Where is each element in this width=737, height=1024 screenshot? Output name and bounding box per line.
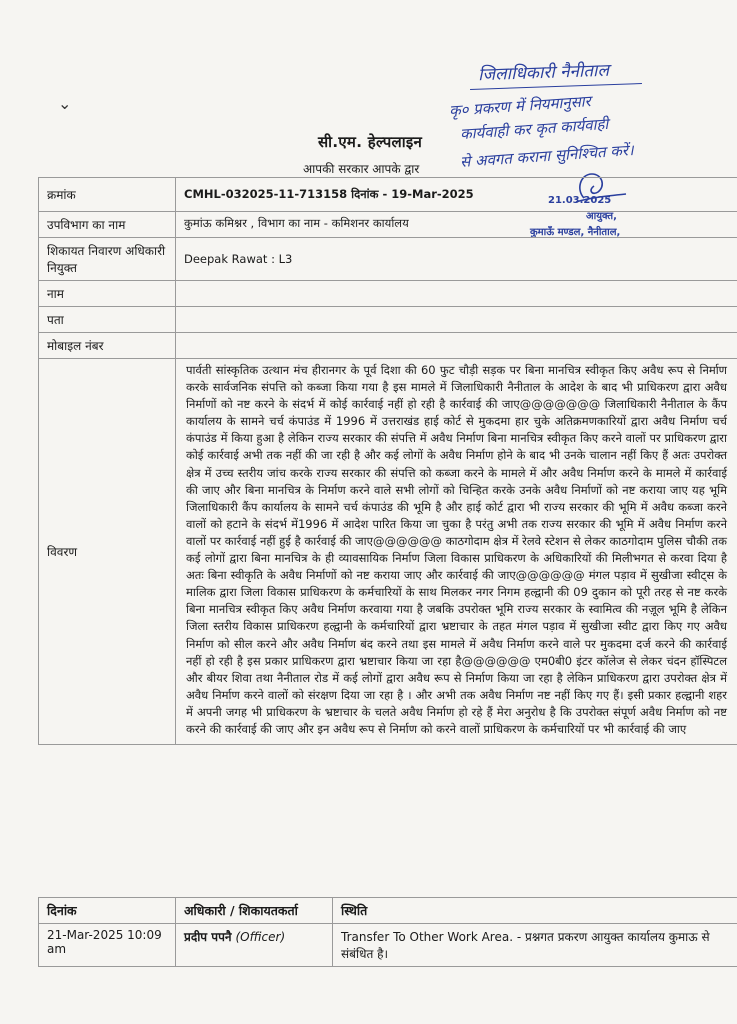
upvibhag-value: कुमांऊ कमिश्नर , विभाग का नाम - कमिशनर कार्यालय [176, 212, 737, 238]
log-col-date: दिनांक [39, 898, 176, 924]
log-entry-officer-name: प्रदीप पपनै [184, 930, 232, 944]
row-mobile [39, 333, 737, 359]
log-col-status: स्थिति [333, 898, 737, 924]
mobile-value [176, 333, 737, 359]
upvibhag-label: उपविभाग का नाम [39, 212, 176, 238]
document-title: सी.एम. हेल्पलाइन [318, 133, 423, 151]
row-pata [39, 307, 737, 333]
row-officer [39, 238, 737, 281]
kramank-value: CMHL-032025-11-713158 दिनांक - 19-Mar-2025 [176, 178, 737, 212]
mobile-label: मोबाइल नंबर [39, 333, 176, 359]
log-entry-status: Transfer To Other Work Area. - प्रश्नगत प्रकरण आयुक्त कार्यालय कुमाऊ से संबंधित है। [333, 924, 737, 967]
kramank-label: क्रमांक [39, 178, 176, 212]
signature-date: 21.03.2025 [548, 195, 612, 206]
vivran-label: विवरण [39, 359, 176, 745]
log-entry-officer-role: (Officer) [235, 930, 286, 944]
log-col-officer: अधिकारी / शिकायतकर्ता [176, 898, 333, 924]
vivran-text: पार्वती सांस्कृतिक उत्थान मंच हीरानगर के पूर्व दिशा की 60 फुट चौड़ी सड़क पर बिना मानचित्र स्वीकृत किए अवैध रूप से निर्माण करके सार्वजनिक संपत्ति को कब्जा किया गया है इस मामले में जिलाधिकारी नैनीताल के आदेश के बाद भी प्राधिकरण द्वारा अवैध निर्माणों को नष्ट करने के संदर्भ में कोई कार्रवाई नहीं हो रही है कार्रवाई की जाए@@@@@@@ जिलाधिकारी नैनीताल के कैंप कार्यालय के सामने चर्च कंपाउंड में 1996 में उत्तराखंड हाई कोर्ट से मुकदमा हार चुके अतिक्रमणकारियों द्वारा अवैध निर्माण चर्च कंपाउंड में किया हुआ है लेकिन राज्य सरकार की संपत्ति में अवैध निर्माण बिना मानचित्र स्वीकृत किए करने वालों पर प्राधिकरण द्वारा कोई कार्रवाई अभी तक नहीं की जा रही है और कई लोगों के अवैध निर्माण होने के बाद भी उनके चालान नहीं किए हैं अतः उपरोक्त क्षेत्र में उच्च स्तरीय जांच करके राज्य सरकार की संपत्ति को कब्जा करने के मामले में और अवैध निर्माण करने के मामले में कार्रवाई की जाए और बिना मानचित्र के निर्माण करने वाले सभी लोगों को चिन्हित करके उनके अवैध निर्माणों को नष्ट कराया जाए यह भूमि जिलाधिकारी कैंप कार्यालय के सामने चर्च कंपाउंड की भूमि है और हाई कोर्ट द्वारा भी राज्य सरकार की भूमि में अवैध कब्जा करने वालों को हटाने के संदर्भ में1996 में आदेश पारित किया जा चुका है परंतु अभी तक राज्य सरकार की भूमि में अवैध निर्माण करने वालों पर कार्रवाई नहीं हुई है कार्रवाई की जाए@@@@@@ काठगोदाम क्षेत्र में रेलवे स्टेशन से लेकर काठगोदाम पुलिस चौकी तक कई लोगों द्वारा बिना मानचित्र के ही व्यावसायिक निर्माण जिला विकास प्राधिकरण के अधिकारियों की मिलीभगत से करवा दिया है अतः बिना स्वीकृति के अवैध निर्माणों को नष्ट कराया जाए और कार्रवाई की जाए@@@@@@ मंगल पड़ाव में सुखीजा स्वीट्स के मालिक द्वारा जिला विकास प्राधिकरण के कर्मचारियों के साथ मिलकर नगर निगम हल्द्वानी की 09 दुकान को पूरी तरह से नष्ट करके बिना मानचित्र स्वीकृत किए अवैध निर्माण करवाया गया है जबकि उपरोक्त भूमि राज्य सरकार के स्वामित्व की नज़ूल भूमि है लेकिन जिला स्तरीय विकास प्राधिकरण हल्द्वानी के कर्मचारियों द्वारा भ्रष्टाचार के तहत मंगल पड़ाव में सुखीजा स्वीट द्वारा किए गए अवैध निर्माण को सील करने और अवैध निर्माण बंद करने तथा इस मामले में अवैध निर्माण करने वाले पर मुकदमा दर्ज करने की कार्रवाई नहीं हो रही है इस प्रकार प्राधिकरण द्वारा भ्रष्टाचार किया जा रहा है@@@@@@ एम0बी0 इंटर कॉलेज से लेकर चंदन हॉस्पिटल और बीयर शिवा तथा नैनीताल रोड में कई लोगों द्वारा अवैध रूप से निर्माण किया जा रहा है लेकिन प्राधिकरण द्वारा उपरोक्त क्षेत्र में अवैध निर्माण करने वालों को संरक्षण दिया जा रहा है । और अभी तक अवैध निर्माण नष्ट नहीं किए गए हैं। इसी प्रकार हल्द्वानी शहर में अपनी जगह भी प्राधिकरण के भ्रष्टाचार के चलते अवैध निर्माण हो रहे हैं मेरा अनुरोध है कि उपरोक्त संपूर्ण अवैध निर्माण को नष्ट करने की कार्रवाई की जाए और इन अवैध रूप से निर्माण को करने वालों प्राधिकरण के कर्मचारियों पर भी कार्रवाई की जाए [176, 359, 737, 745]
handwritten-note-line1: जिलाधिकारी नैनीताल [477, 60, 610, 86]
row-kramank [39, 178, 737, 212]
handwritten-note-line4: से अवगत कराना सुनिश्चित करें। [459, 140, 635, 172]
stamp-designation: आयुक्त, [586, 211, 617, 222]
pata-value [176, 307, 737, 333]
stamp-office: कुमाऊँ मण्डल, नैनीताल, [530, 227, 621, 238]
pata-label: पता [39, 307, 176, 333]
naam-value [176, 281, 737, 307]
margin-tick-mark: ⌄ [58, 94, 72, 113]
row-naam [39, 281, 737, 307]
complaint-details-table [38, 177, 737, 745]
handwritten-note-line2: कृ० प्रकरण में नियमानुसार [448, 92, 592, 120]
officer-value: Deepak Rawat : L3 [176, 238, 737, 281]
action-log-table [38, 897, 737, 967]
row-upvibhag [39, 212, 737, 238]
officer-label: शिकायत निवारण अधिकारी नियुक्त [39, 238, 176, 281]
document-subtitle: आपकी सरकार आपके द्वार [303, 162, 420, 176]
log-entry-officer [176, 924, 333, 967]
naam-label: नाम [39, 281, 176, 307]
log-entry-row [39, 924, 737, 967]
handwritten-note-line3: कार्यवाही कर कृत कार्यवाही [459, 114, 609, 144]
log-header-row [39, 898, 737, 924]
row-vivran [39, 359, 737, 745]
log-entry-date: 21-Mar-2025 10:09 am [39, 924, 176, 967]
